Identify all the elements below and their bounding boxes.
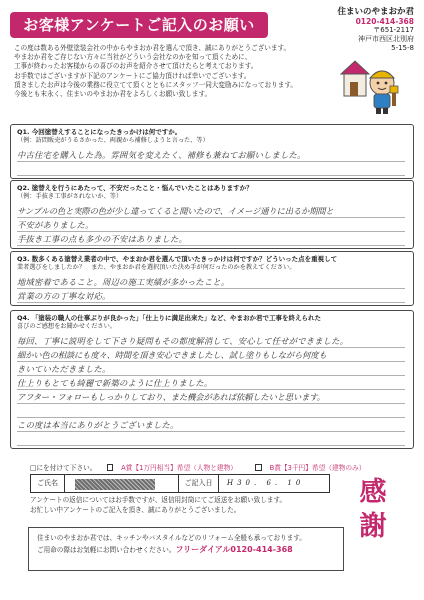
company-address: 神戸市西区北別府: [358, 35, 414, 43]
note-line: アンケートの返信についてはお手数ですが、返信用封筒にてご返送をお願い致します。: [30, 496, 287, 504]
name-field[interactable]: [65, 475, 179, 492]
option-a[interactable]: [107, 464, 245, 472]
prize-options: [30, 462, 381, 472]
option-b-checkbox[interactable]: [255, 464, 262, 471]
handwritten-answer: アフター・フォローもしっかりしており、また機会があれば依頼したいと思います。: [17, 391, 325, 402]
handwritten-answer: 中古住宅を購入した為。雰囲気を変えたく、補修も兼ねてお願いしました。: [17, 149, 306, 160]
handwritten-answer: [17, 404, 405, 418]
question-1: [10, 124, 414, 179]
intro-line: お手数ではございますが下記のアンケートにご協力頂ければ幸いでございます。: [14, 71, 251, 80]
kansha-char: 感: [359, 477, 387, 508]
kansha-calligraphy: [352, 476, 394, 568]
name-label: ご氏名: [31, 475, 65, 492]
handwritten-answer: 毎回、丁寧に説明をして下さり疑問もその都度解消して、安心して任せができました。: [17, 335, 349, 346]
return-note: [30, 496, 330, 515]
handwritten-answer: サンプルの色と実際の色が少し違ってくると聞いたので、イメージ通りに出るか期間と: [17, 205, 334, 216]
intro-line: この度は数ある外壁塗装会社の中からやまおか君を選んで頂き、誠にありがとうございます。: [14, 44, 291, 52]
intro-text: [14, 44, 314, 99]
handwritten-answer: [17, 162, 405, 176]
footer-text: ご用命の際はお気軽にお問い合わせください。: [37, 546, 176, 554]
check-instruction: □にを付けて下さい。: [30, 464, 97, 472]
question-title: Q4. 「塗装の職人の仕事ぶりが良かった」「仕上りに満足出来た」など、やまおか君で工事を終えられた: [17, 314, 322, 322]
company-address-number: 5-15-8: [391, 44, 414, 52]
question-title: Q3. 数多くある塗替え業者の中で、やまおか君を選んで頂いたきっかけは何ですか？どういった点を重視して: [17, 255, 338, 263]
name-date-form: [30, 474, 330, 493]
intro-line: 今後とも末永く、住まいのやまおか君をよろしくお願い致します。: [14, 90, 212, 99]
handwritten-answer: この度は本当にありがとうございました。: [17, 419, 179, 430]
answer-area: [17, 275, 405, 303]
company-tel: 0120-414-368: [355, 17, 414, 26]
handwritten-answer: 営業の方の丁寧な対応。: [17, 290, 111, 301]
question-subtitle: 喜びのご感想をお聞かせください。: [17, 323, 116, 330]
note-line: お忙しい中アンケートのご記入を頂き、誠にありがとうございました。: [30, 505, 241, 514]
survey-title: お客様アンケートご記入のお願い: [10, 12, 268, 38]
answer-area: [17, 148, 405, 176]
question-subtitle: 業者選びをしましたか？ また、やまおか君を選択頂いた決め手が何だったのかを教えてください。: [17, 264, 296, 271]
footer-line: 住まいのやまおか君では、キッチンやバスタイルなどのリフォーム全般も承っております。: [37, 534, 306, 542]
option-b-label: B賞【3千円】希望（建物のみ）: [269, 464, 366, 472]
date-label: ご記入日: [179, 475, 219, 492]
option-b[interactable]: [255, 464, 373, 472]
answer-area: [17, 334, 405, 446]
option-a-label: A賞【1万円相当】希望（人物と建物）: [121, 464, 237, 472]
question-subtitle: （例：訪問販売がうるさかった、両親から補修しようと言った、等）: [17, 137, 209, 144]
answer-area: [17, 204, 405, 246]
handwritten-answer: [17, 432, 405, 446]
mascot-illustration: [336, 56, 406, 116]
intro-line: やまおか君をご存じない方々に当社がどういう会社なのかを知って頂くために、: [14, 53, 252, 62]
question-title: Q2. 塗替えを行うにあたって、不安だったこと・悩んでいたことはありますか？: [17, 184, 253, 192]
footer-tel: フリーダイアル0120-414-368: [175, 545, 293, 554]
handwritten-answer: 細かい色の相談にも度々、時間を頂き安心できましたし、試し塗りもしながら何度も: [17, 349, 327, 360]
kansha-char: 謝: [359, 511, 387, 542]
company-name: 住まいのやまおか君: [337, 7, 414, 17]
option-a-checkbox[interactable]: [107, 464, 114, 471]
handwritten-answer: 地域密着であること。周辺の施工実績が多かったこと。: [17, 276, 230, 287]
question-title: Q1. 今回塗替えすることになったきっかけは何ですか。: [17, 128, 182, 136]
handwritten-answer: きいていただきました。: [17, 363, 111, 374]
question-2: [10, 180, 414, 249]
question-4: [10, 310, 414, 449]
intro-line: 工事が終わったお客様からの喜びのお声を紹介させて頂けたらと考えております。: [14, 62, 258, 71]
handwritten-answer: 不安がありました。: [17, 219, 94, 230]
handwritten-answer: 仕上りもとても綺麗で新築のように仕上りました。: [17, 377, 213, 388]
company-postal: 〒651-2117: [373, 26, 414, 34]
footer-box: [28, 527, 344, 571]
question-subtitle: （例：手抜き工事がされないか、等）: [17, 193, 123, 200]
footer-line: [37, 544, 335, 556]
question-3: [10, 251, 414, 306]
intro-line: 頂きましたお声は今後の業務に役立てて頂くとともにスタッフ一同大変励みになっております。: [14, 80, 298, 89]
handwritten-answer: 手抜き工事の点も多少の不安はありました。: [17, 233, 187, 244]
date-field[interactable]: H30. 6. 10: [227, 479, 305, 487]
redacted-name: [75, 479, 155, 490]
